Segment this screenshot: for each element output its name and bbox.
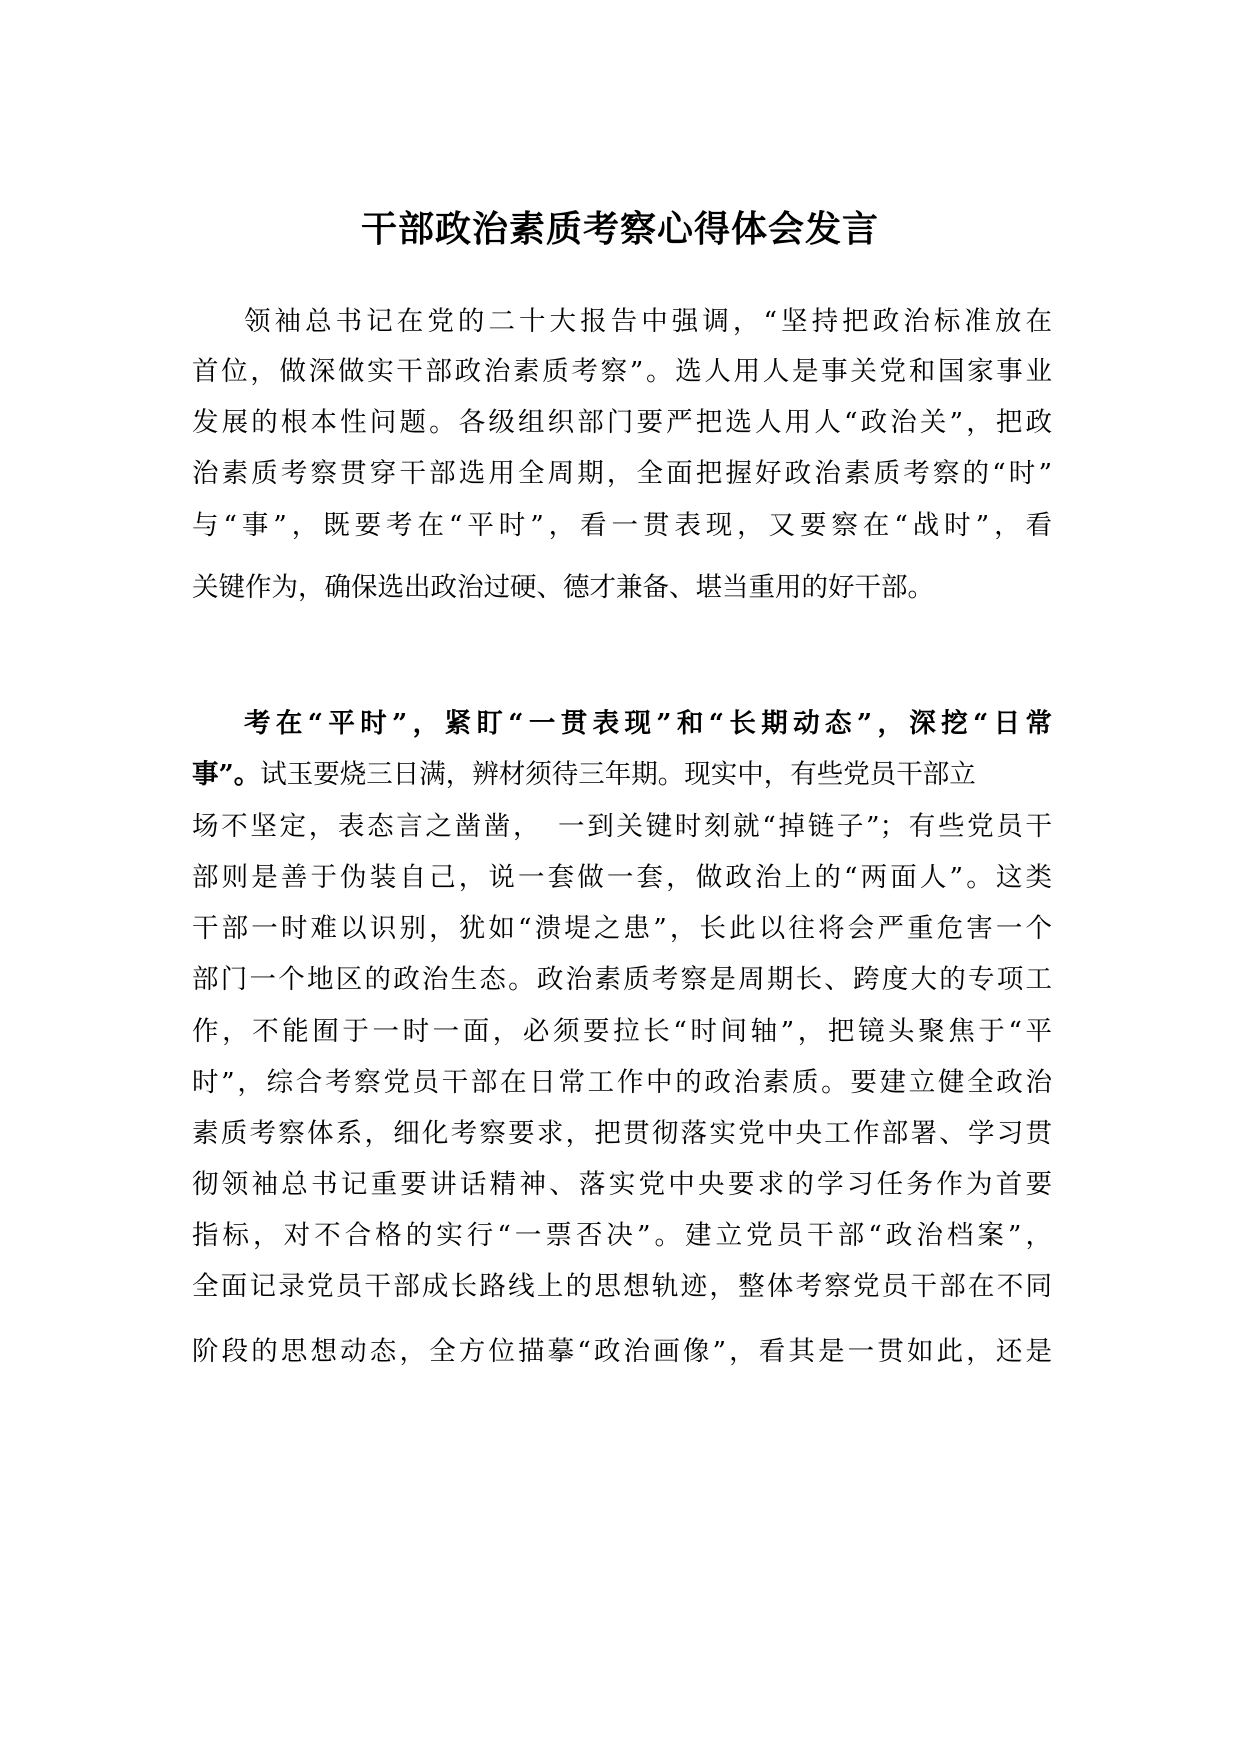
text-line: 发展的根本性问题。各级组织部门要严把选人用人“政治关”，把政 [192,407,1052,438]
section-heading-line: 考在“平时”，紧盯“一贯表现”和“长期动态”，深挖“日常 [244,708,1052,739]
text-line: 首位，做深做实干部政治素质考察”。选人用人是事关党和国家事业 [192,356,1052,387]
text-line [192,753,1052,797]
text-line: 干部一时难以识别，犹如“溃堤之患”，长此以往将会严重危害一个 [192,913,1052,944]
text-line: 彻领袖总书记重要讲话精神、落实党中央要求的学习任务作为首要 [192,1169,1052,1200]
text-line: 场不坚定，表态言之凿凿， 一到关键时刻就“掉链子”；有些党员干 [192,811,1052,842]
text-line: 指标，对不合格的实行“一票否决”。建立党员干部“政治档案”， [192,1220,1052,1251]
text-line: 全面记录党员干部成长路线上的思想轨迹，整体考察党员干部在不同 [192,1271,1052,1302]
text-line: 关键作为，确保选出政治过硬、德才兼备、堪当重用的好干部。 [192,572,934,603]
document-title: 干部政治素质考察心得体会发言 [360,208,879,250]
text-line: 作，不能囿于一时一面，必须要拉长“时间轴”，把镜头聚焦于“平 [192,1016,1052,1047]
text-line: 时”，综合考察党员干部在日常工作中的政治素质。要建立健全政治 [192,1067,1052,1098]
section-heading-tail: 事”。 [192,759,261,790]
text-line: 治素质考察贯穿干部选用全周期，全面把握好政治素质考察的“时” [192,458,1052,489]
text-line-rest: 试玉要烧三日满，辨材须待三年期。现实中，有些党员干部立 [260,759,976,790]
text-line: 与“事”，既要考在“平时”，看一贯表现，又要察在“战时”，看 [192,510,1052,541]
text-line: 部门一个地区的政治生态。政治素质考察是周期长、跨度大的专项工 [192,964,1052,995]
text-line: 阶段的思想动态，全方位描摹“政治画像”，看其是一贯如此，还是 [192,1336,1052,1367]
text-line: 部则是善于伪装自己，说一套做一套，做政治上的“两面人”。这类 [192,862,1052,893]
text-line: 领袖总书记在党的二十大报告中强调，“坚持把政治标准放在 [244,306,1052,337]
text-line: 素质考察体系，细化考察要求，把贯彻落实党中央工作部署、学习贯 [192,1118,1052,1149]
